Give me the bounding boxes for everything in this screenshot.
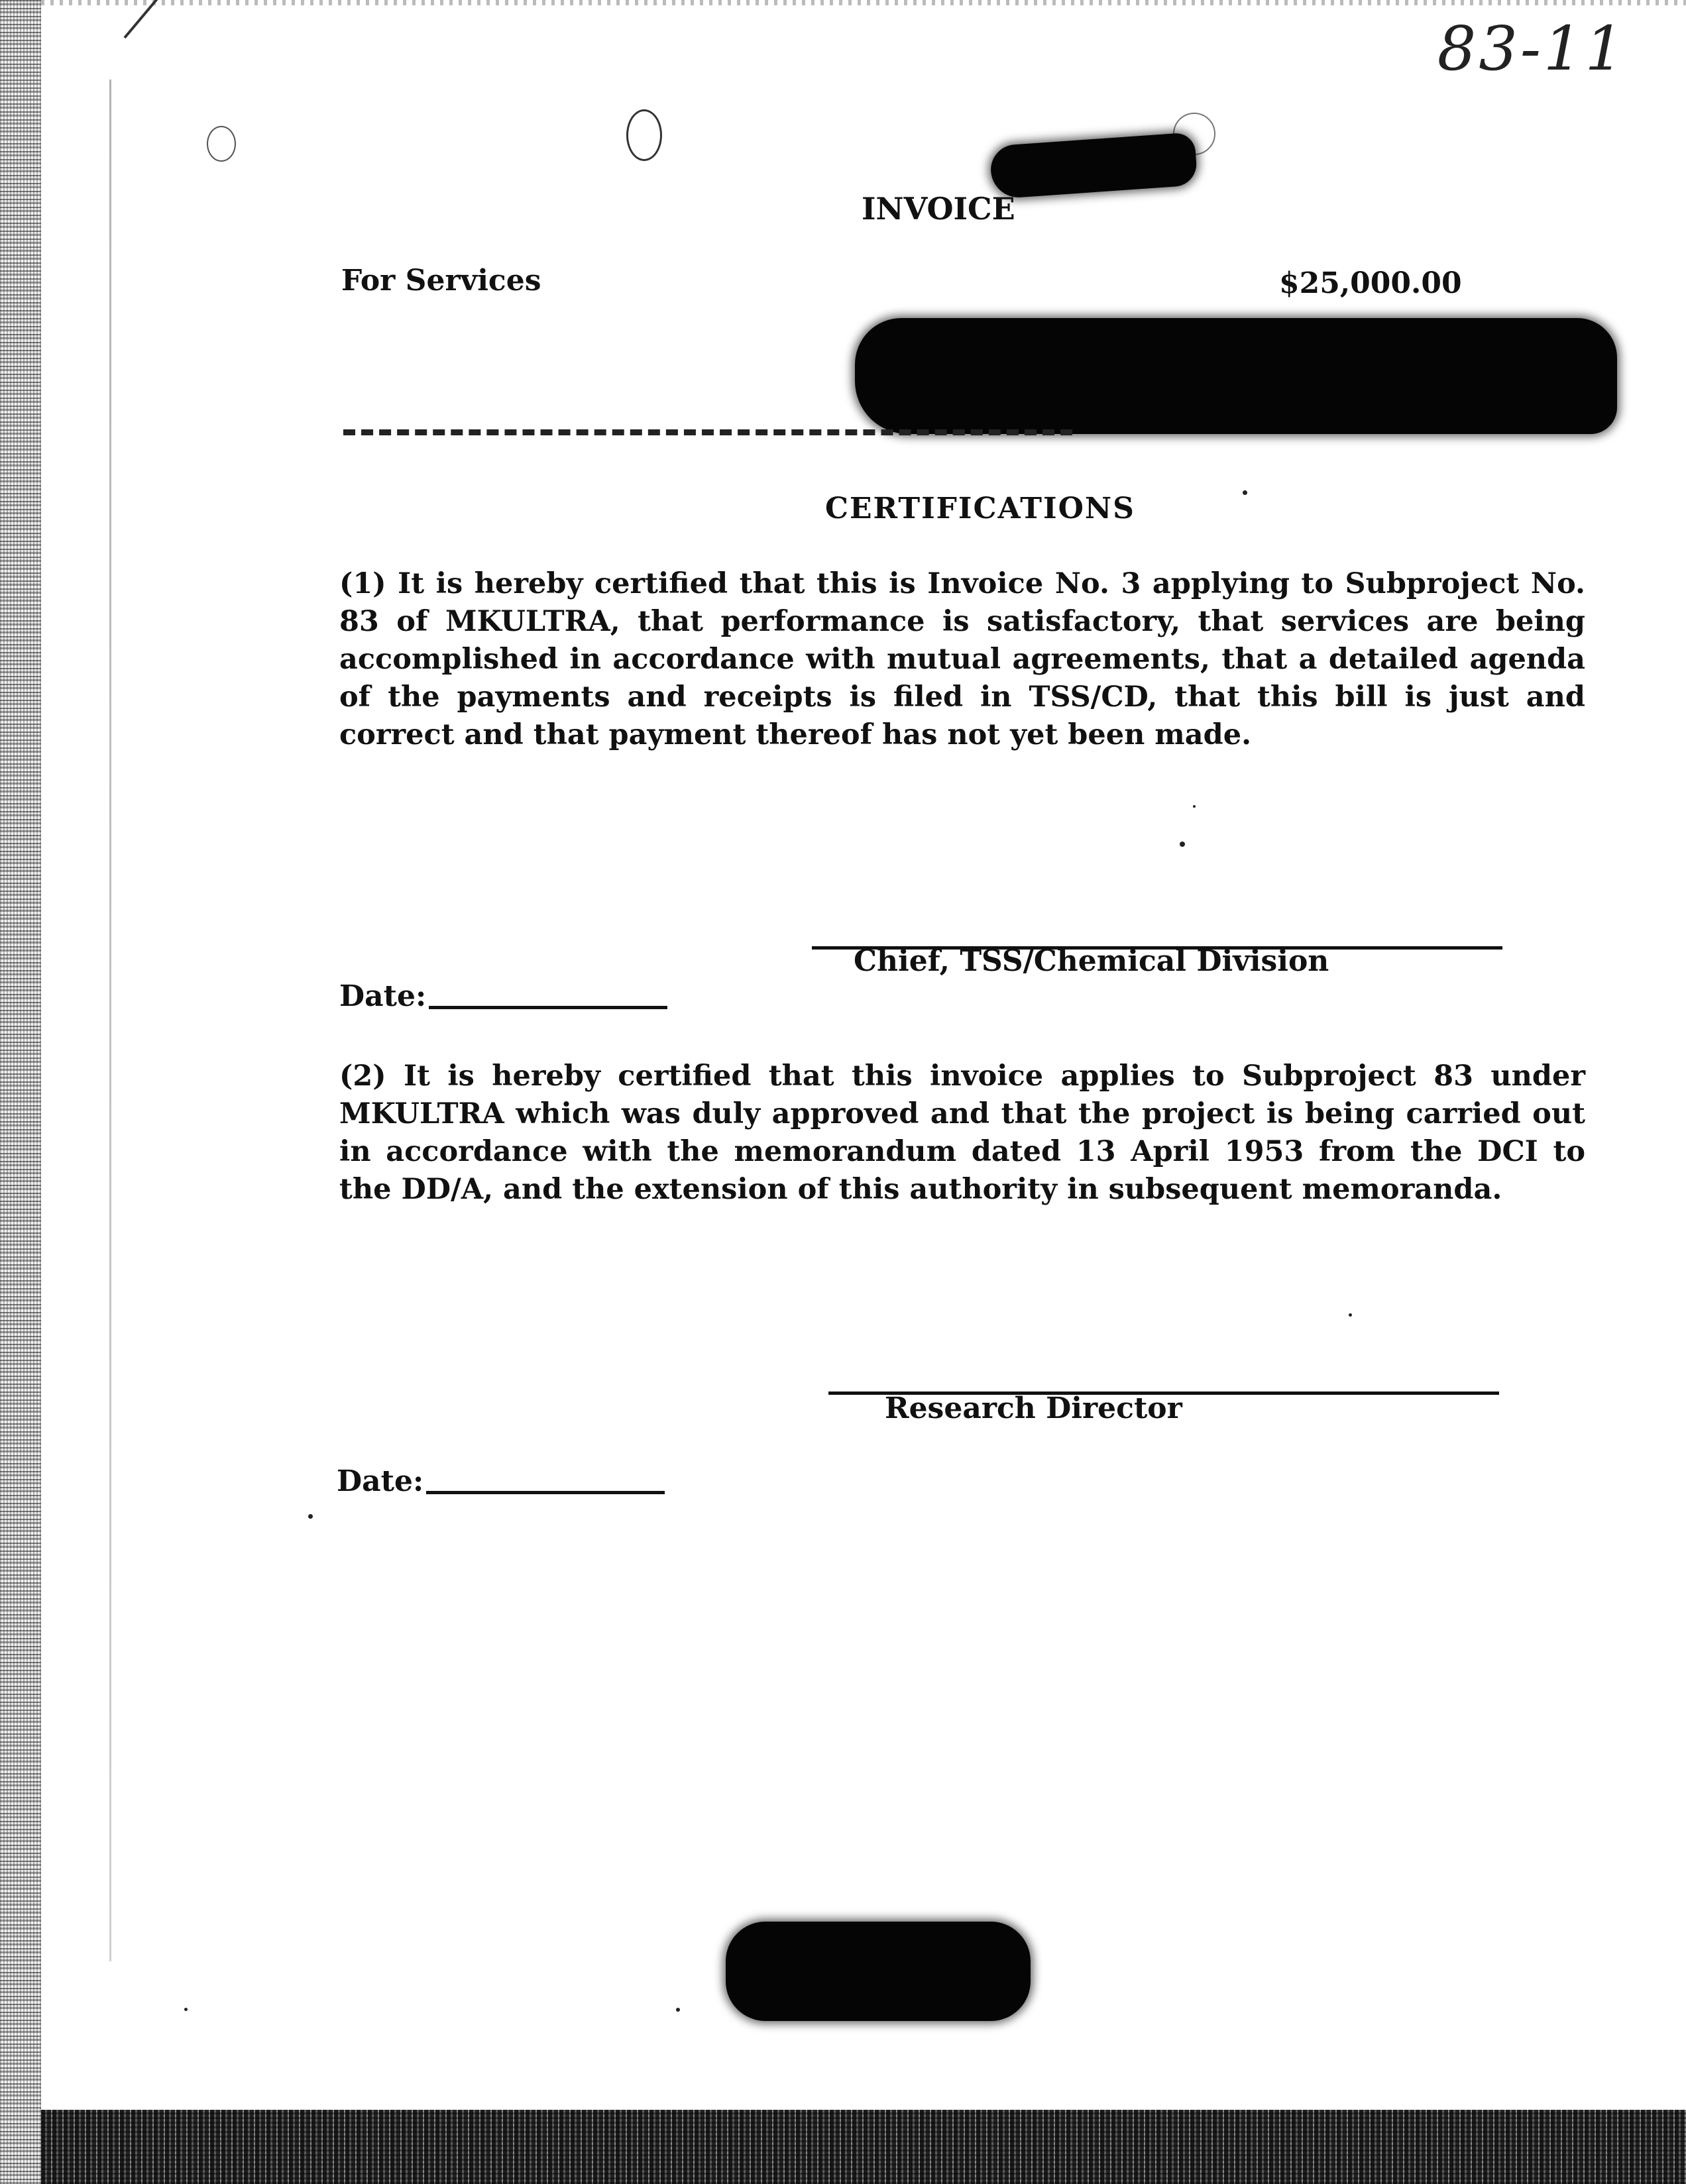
scan-speck: [1243, 490, 1247, 495]
scan-speck: [1349, 1313, 1352, 1317]
document-title: INVOICE: [862, 191, 1015, 227]
scan-speck: [676, 2008, 680, 2012]
date-blank-line: [426, 1491, 665, 1494]
certification-paragraph-1: (1) It is hereby certified that this is Invoice No. 3 applying to Subproject No. 83 of MKULTRA, that performance is satisfactory, that services are being accomplished in accordance with mutual agreements, that a detailed agenda of the payments and receipts is filed in TSS/CD, that this bill is just and correct and that payment thereof has not yet been made.: [339, 567, 1585, 751]
scan-speck: [1180, 842, 1185, 847]
stray-mark: [207, 126, 236, 162]
line-item-label: For Services: [341, 264, 541, 298]
scan-speck: [308, 1514, 313, 1519]
date-label: Date:: [337, 1464, 424, 1498]
date-label: Date:: [339, 979, 427, 1013]
hole-punch-mark: [626, 109, 662, 161]
signatory-title: Chief, TSS/Chemical Division: [854, 944, 1329, 978]
scan-edge-top: [41, 0, 1686, 5]
scan-speck: [184, 2008, 188, 2011]
invoice-amount: $25,000.00: [1279, 266, 1462, 300]
date-field: [339, 979, 667, 1013]
redaction-block: [855, 318, 1617, 434]
date-field: [337, 1464, 665, 1498]
scan-edge-left: [0, 0, 41, 2184]
signatory-title: Research Director: [885, 1392, 1182, 1425]
redaction-block: [726, 1922, 1031, 2021]
scan-edge-bottom: [41, 2110, 1686, 2184]
date-blank-line: [429, 1006, 667, 1009]
certifications-heading: CERTIFICATIONS: [825, 492, 1135, 525]
corner-pen-stroke: [123, 0, 159, 38]
section-divider: [343, 429, 1072, 435]
redaction-block: [989, 132, 1198, 199]
certification-paragraph-2: (2) It is hereby certified that this invoice applies to Subproject 83 under MKULTRA which was duly approved and that the project is being carried out in accordance with the memorandum dated 13 April 1953 from the DCI to the DD/A, and the extension of this authority in subsequent memoranda.: [339, 1060, 1585, 1206]
handwritten-annotation: 83-11: [1437, 13, 1626, 84]
scan-speck: [1193, 805, 1196, 808]
page-fold-line: [109, 80, 111, 1961]
